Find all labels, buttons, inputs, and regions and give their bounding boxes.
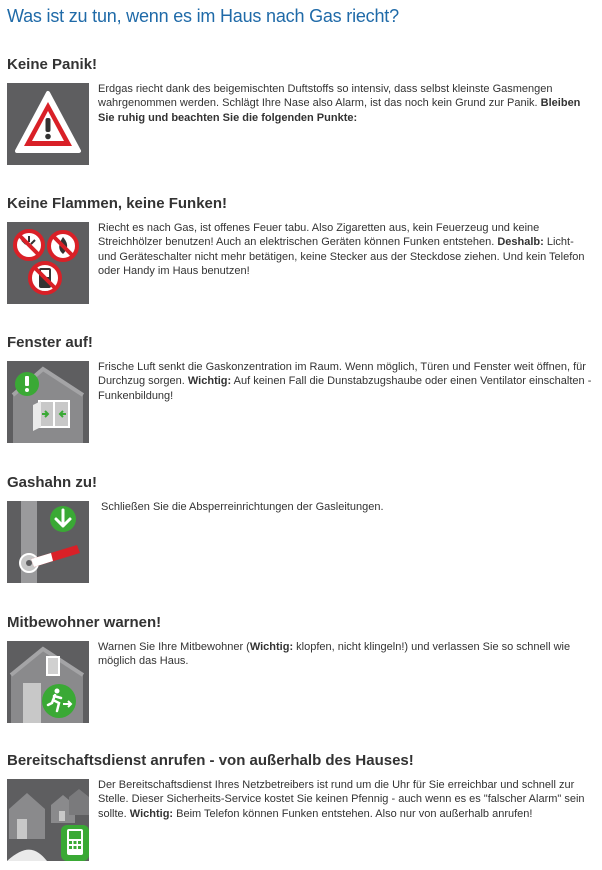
section-heading: Gashahn zu! (7, 474, 98, 491)
section-text: Der Bereitschaftsdienst Ihres Netzbetreibers ist rund um die Uhr für Sie erreichbar und schnell zur Stelle. Dieser Sicherheits-Service kostet Sie keinen Pfennig - auch wenn es es "falscher Alarm" sein sollte. Wichtig: Beim Telefon können Funken entstehen. Also nur von außerhalb anrufen! (98, 779, 585, 820)
section-heading: Bereitschaftsdienst anrufen - von außerhalb des Hauses! (7, 752, 414, 769)
no-flames-no-sparks-icon (7, 222, 89, 304)
section-heading: Mitbewohner warnen! (7, 614, 162, 631)
section-heading: Fenster auf! (7, 334, 93, 351)
page-title: Was ist zu tun, wenn es im Haus nach Gas riecht? (7, 6, 399, 26)
warning-triangle-icon (7, 83, 89, 165)
section-fenster-auf (7, 334, 597, 443)
section-mitbewohner-warnen (7, 614, 597, 723)
section-text: Riecht es nach Gas, ist offenes Feuer tabu. Also Zigaretten aus, kein Feuerzeug und keine Streichhölzer benutzen! Auch an elektrischen Geräten können Funken entstehen. Deshalb: Licht- und Geräteschalter nicht mehr betätigen, keine Stecker aus der Steckdose ziehen. Und kein Telefon oder Handy im Haus benutzen! (98, 222, 585, 277)
section-heading: Keine Panik! (7, 56, 98, 73)
gas-valve-icon (7, 501, 89, 583)
warn-residents-icon (7, 641, 89, 723)
section-bereitschaftsdienst (7, 752, 597, 861)
section-text: Warnen Sie Ihre Mitbewohner (Wichtig: klopfen, nicht klingeln!) und verlassen Sie so schnell wie möglich das Haus. (98, 641, 571, 668)
call-emergency-service-icon (7, 779, 89, 861)
section-text: Schließen Sie die Absperreinrichtungen der Gasleitungen. (101, 501, 384, 513)
section-text: Erdgas riecht dank des beigemischten Duftstoffs so intensiv, dass selbst kleinste Gasmengen wahrgenommen werden. Schlägt Ihre Nase also Alarm, ist das noch kein Grund zur Panik. Bleiben Sie ruhig und beachten Sie die folgenden Punkte: (98, 83, 581, 124)
section-heading: Keine Flammen, keine Funken! (7, 195, 228, 212)
section-keine-flammen (7, 195, 597, 304)
section-gashahn-zu (7, 474, 597, 583)
section-text: Frische Luft senkt die Gaskonzentration im Raum. Wenn möglich, Türen und Fenster weit öffnen, für Durchzug sorgen. Wichtig: Auf keinen Fall die Dunstabzugshaube oder einen Ventilator einschalten - Funkenbildung! (98, 361, 592, 402)
open-window-icon (7, 361, 89, 443)
section-keine-panik (7, 56, 597, 165)
